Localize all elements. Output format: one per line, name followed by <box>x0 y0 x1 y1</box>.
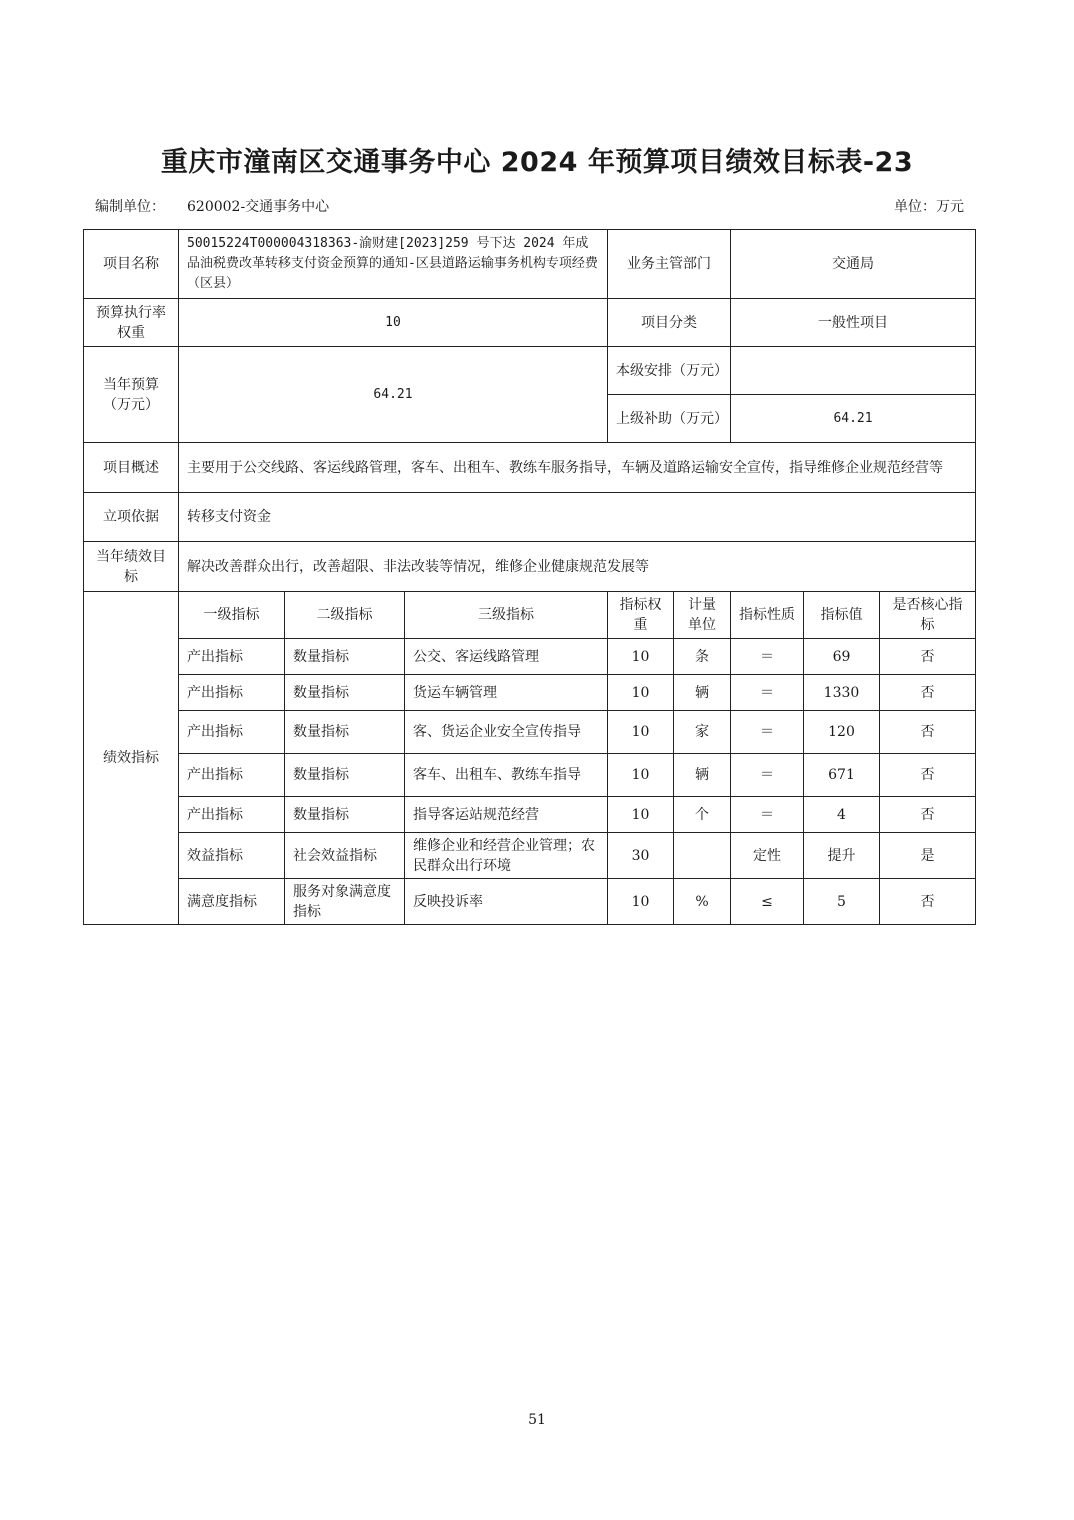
cell-core: 否 <box>880 879 976 925</box>
cell-weight: 10 <box>608 711 674 754</box>
cell-weight: 10 <box>608 675 674 711</box>
cell-core: 否 <box>880 639 976 675</box>
performance-table <box>83 229 976 925</box>
cell-level1: 产出指标 <box>179 711 285 754</box>
page-number: 51 <box>528 1412 546 1428</box>
compiling-unit-label: 编制单位： <box>95 199 165 215</box>
compiling-unit-value: 620002-交通事务中心 <box>187 199 330 215</box>
cell-nature: ≤ <box>731 879 804 925</box>
cell-level1: 产出指标 <box>179 639 285 675</box>
cell-level2: 数量指标 <box>285 711 405 754</box>
cell-core: 否 <box>880 675 976 711</box>
dept-label: 业务主管部门 <box>608 230 731 299</box>
table-row <box>84 675 976 711</box>
budget-value: 64.21 <box>179 347 608 443</box>
cell-value: 4 <box>804 797 880 833</box>
cell-value: 671 <box>804 754 880 797</box>
table-row <box>84 833 976 879</box>
cell-level2: 数量指标 <box>285 754 405 797</box>
overview-label: 项目概述 <box>84 443 179 493</box>
cell-level3: 指导客运站规范经营 <box>405 797 608 833</box>
table-row <box>84 797 976 833</box>
cell-level3: 反映投诉率 <box>405 879 608 925</box>
cell-level1: 产出指标 <box>179 754 285 797</box>
weight-label: 预算执行率权重 <box>84 299 179 347</box>
budget-label: 当年预算（万元） <box>84 347 179 443</box>
basis-label: 立项依据 <box>84 493 179 542</box>
table-row <box>84 879 976 925</box>
project-name-label: 项目名称 <box>84 230 179 299</box>
cell-level2: 数量指标 <box>285 675 405 711</box>
cell-value: 1330 <box>804 675 880 711</box>
header-value: 指标值 <box>804 592 880 639</box>
cell-core: 否 <box>880 754 976 797</box>
header-level3: 三级指标 <box>405 592 608 639</box>
currency-unit: 单位：万元 <box>894 199 964 215</box>
cell-level1: 产出指标 <box>179 797 285 833</box>
cell-unit: 辆 <box>674 754 731 797</box>
cell-core: 否 <box>880 797 976 833</box>
cell-level2: 服务对象满意度指标 <box>285 879 405 925</box>
cell-level2: 数量指标 <box>285 639 405 675</box>
cell-weight: 10 <box>608 879 674 925</box>
compiling-unit <box>95 196 329 216</box>
cell-level3: 货运车辆管理 <box>405 675 608 711</box>
cell-level1: 满意度指标 <box>179 879 285 925</box>
goal-value: 解决改善群众出行，改善超限、非法改装等情况，维修企业健康规范发展等 <box>179 542 976 592</box>
cell-level3: 客、货运企业安全宣传指导 <box>405 711 608 754</box>
table-row <box>84 711 976 754</box>
cell-unit: 辆 <box>674 675 731 711</box>
cell-nature: ＝ <box>731 711 804 754</box>
cell-weight: 30 <box>608 833 674 879</box>
cell-level2: 数量指标 <box>285 797 405 833</box>
cell-nature: ＝ <box>731 754 804 797</box>
overview-value: 主要用于公交线路、客运线路管理，客车、出租车、教练车服务指导，车辆及道路运输安全宣传，指导维修企业规范经营等 <box>179 443 976 493</box>
local-funding-value <box>731 347 976 395</box>
cell-value: 69 <box>804 639 880 675</box>
cell-value: 5 <box>804 879 880 925</box>
header-core: 是否核心指标 <box>880 592 976 639</box>
header-level2: 二级指标 <box>285 592 405 639</box>
cell-level3: 公交、客运线路管理 <box>405 639 608 675</box>
table-row <box>84 754 976 797</box>
table-row <box>84 639 976 675</box>
cell-level2: 社会效益指标 <box>285 833 405 879</box>
upper-funding-value: 64.21 <box>731 395 976 443</box>
header-level1: 一级指标 <box>179 592 285 639</box>
local-funding-label: 本级安排（万元） <box>608 347 731 395</box>
weight-value: 10 <box>179 299 608 347</box>
project-name-value: 50015224T000004318363-渝财建[2023]259 号下达 2024 年成品油税费改革转移支付资金预算的通知-区县道路运输事务机构专项经费（区县） <box>179 230 608 299</box>
indicator-section-label: 绩效指标 <box>84 592 179 925</box>
cell-unit: % <box>674 879 731 925</box>
cell-unit <box>674 833 731 879</box>
category-value: 一般性项目 <box>731 299 976 347</box>
cell-unit: 条 <box>674 639 731 675</box>
upper-funding-label: 上级补助（万元） <box>608 395 731 443</box>
cell-level3: 客车、出租车、教练车指导 <box>405 754 608 797</box>
cell-value: 120 <box>804 711 880 754</box>
cell-value: 提升 <box>804 833 880 879</box>
dept-value: 交通局 <box>731 230 976 299</box>
header-weight: 指标权重 <box>608 592 674 639</box>
cell-weight: 10 <box>608 797 674 833</box>
cell-nature: ＝ <box>731 675 804 711</box>
cell-core: 是 <box>880 833 976 879</box>
cell-level1: 产出指标 <box>179 675 285 711</box>
page-title: 重庆市潼南区交通事务中心 2024 年预算项目绩效目标表-23 <box>160 147 914 178</box>
cell-weight: 10 <box>608 639 674 675</box>
basis-value: 转移支付资金 <box>179 493 976 542</box>
cell-level1: 效益指标 <box>179 833 285 879</box>
indicator-header-row <box>84 592 976 639</box>
cell-unit: 个 <box>674 797 731 833</box>
cell-core: 否 <box>880 711 976 754</box>
cell-nature: ＝ <box>731 797 804 833</box>
goal-label: 当年绩效目标 <box>84 542 179 592</box>
cell-nature: ＝ <box>731 639 804 675</box>
header-nature: 指标性质 <box>731 592 804 639</box>
category-label: 项目分类 <box>608 299 731 347</box>
cell-unit: 家 <box>674 711 731 754</box>
cell-level3: 维修企业和经营企业管理；农民群众出行环境 <box>405 833 608 879</box>
cell-weight: 10 <box>608 754 674 797</box>
cell-nature: 定性 <box>731 833 804 879</box>
header-unit: 计量单位 <box>674 592 731 639</box>
